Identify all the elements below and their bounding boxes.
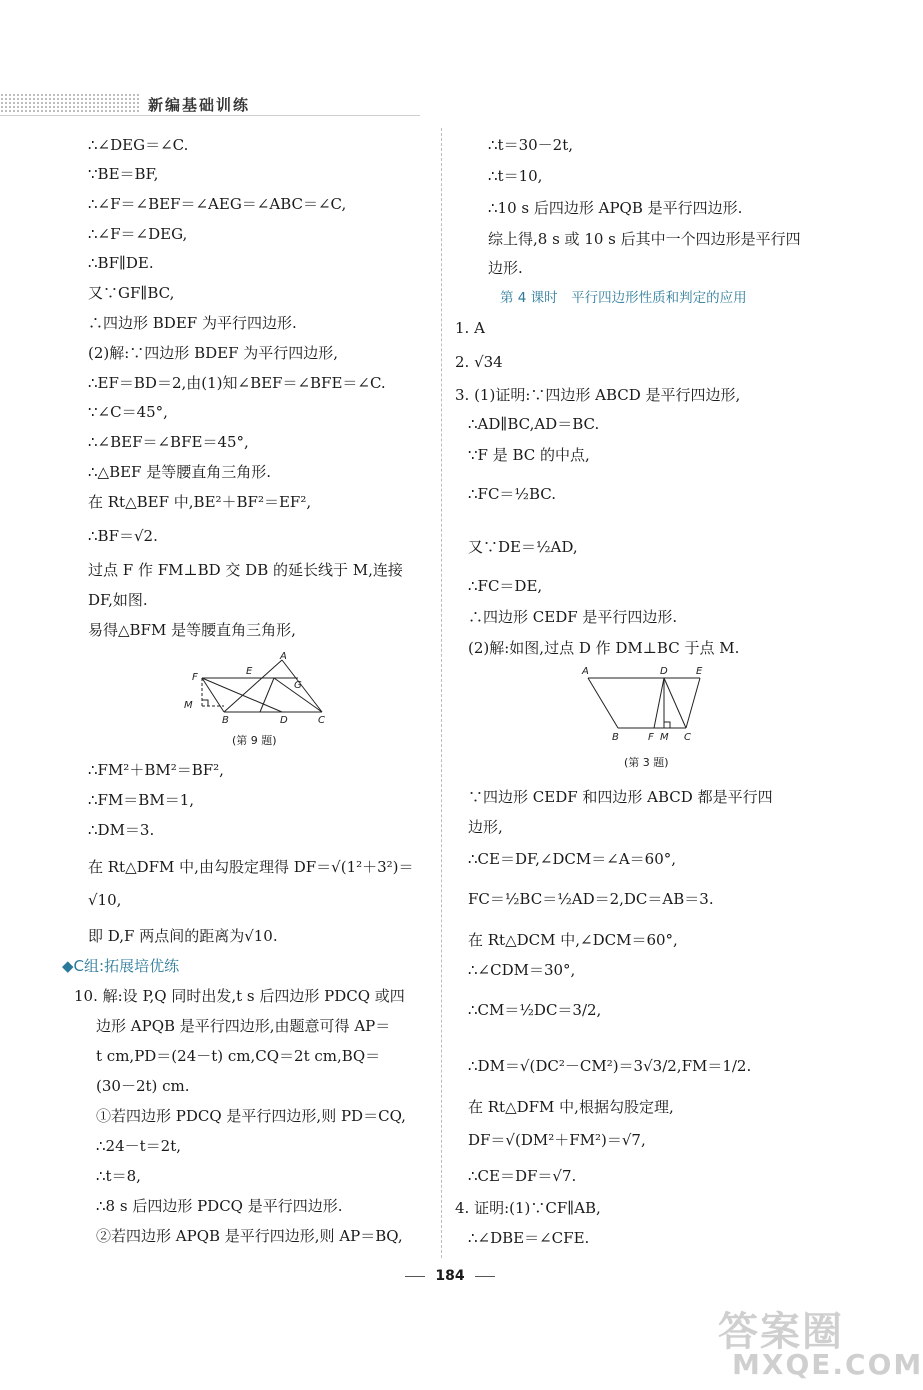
text-line: ∵四边形 CEDF 和四边形 ABCD 都是平行四 <box>468 788 773 806</box>
text-line: 在 Rt△DFM 中,由勾股定理得 DF＝√(1²＋3²)＝ <box>88 858 414 876</box>
text-line: DF＝√(DM²＋FM²)＝√7, <box>468 1131 646 1149</box>
text-line: ∴CE＝DF＝√7. <box>468 1167 577 1185</box>
text-line: ∴t＝30－2t, <box>488 136 573 154</box>
watermark-line2: MXQE.COM <box>732 1348 923 1381</box>
text-line: t cm,PD＝(24－t) cm,CQ＝2t cm,BQ＝ <box>96 1047 381 1065</box>
text-line: ∴24－t＝2t, <box>96 1137 181 1155</box>
figure-3-diagram <box>578 664 708 744</box>
text-line: 又∵DE＝½AD, <box>468 538 578 556</box>
text-line: 综上得,8 s 或 10 s 后其中一个四边形是平行四 <box>488 230 801 248</box>
text-line: 过点 F 作 FM⊥BD 交 DB 的延长线于 M,连接 <box>88 561 403 579</box>
text-line: ∴CM＝½DC＝3/2, <box>468 1001 602 1019</box>
book-title: 新编基础训练 <box>148 96 251 114</box>
text-line: ∴∠F＝∠DEG, <box>88 225 188 243</box>
text-line: 3. (1)证明:∵四边形 ABCD 是平行四边形, <box>455 386 741 404</box>
text-line: ∴t＝8, <box>96 1167 141 1185</box>
watermark-logo <box>698 1300 923 1386</box>
text-line: ∵∠C＝45°, <box>88 403 168 421</box>
fig9-label: F <box>192 672 198 683</box>
text-line: DF,如图. <box>88 591 148 609</box>
text-line: 易得△BFM 是等腰直角三角形, <box>88 621 296 639</box>
text-line: ∴四边形 BDEF 为平行四边形. <box>88 314 297 332</box>
text-line: 边形 APQB 是平行四边形,由题意可得 AP＝ <box>96 1017 391 1035</box>
fig9-label: B <box>222 715 229 726</box>
text-line: ∴△BEF 是等腰直角三角形. <box>88 463 271 481</box>
text-line: 2. √34 <box>455 353 503 371</box>
text-line: FC＝½BC＝½AD＝2,DC＝AB＝3. <box>468 890 714 908</box>
header-rule <box>0 115 420 116</box>
page-number: 184 <box>0 1268 900 1284</box>
column-divider <box>441 128 442 1258</box>
text-line: ∴FC＝DE, <box>468 577 543 595</box>
text-line: ∴∠DBE＝∠CFE. <box>468 1229 590 1247</box>
text-line: 4. 证明:(1)∵CF∥AB, <box>455 1199 601 1217</box>
text-line: ∴DM＝√(DC²－CM²)＝3√3/2,FM＝1/2. <box>468 1057 752 1075</box>
text-line: √10, <box>88 891 122 909</box>
text-line: ∵F 是 BC 的中点, <box>468 446 590 464</box>
fig3-label: F <box>648 732 654 743</box>
text-line: 即 D,F 两点间的距离为√10. <box>88 927 278 945</box>
text-line: ①若四边形 PDCQ 是平行四边形,则 PD＝CQ, <box>96 1107 406 1125</box>
fig3-label: B <box>612 732 619 743</box>
text-line: ∴CE＝DF,∠DCM＝∠A＝60°, <box>468 850 677 868</box>
text-line: ∴DM＝3. <box>88 821 155 839</box>
fig3-label: M <box>660 732 669 743</box>
fig3-label: D <box>660 666 668 677</box>
text-line: (2)解:∵四边形 BDEF 为平行四边形, <box>88 344 339 362</box>
text-line: ∴四边形 CEDF 是平行四边形. <box>468 608 678 626</box>
text-line: ∴10 s 后四边形 APQB 是平行四边形. <box>488 199 743 217</box>
text-line: 在 Rt△DFM 中,根据勾股定理, <box>468 1098 674 1116</box>
text-line: (2)解:如图,过点 D 作 DM⊥BC 于点 M. <box>468 639 740 657</box>
text-line: ∴∠F＝∠BEF＝∠AEG＝∠ABC＝∠C, <box>88 195 347 213</box>
fig9-label: D <box>280 715 288 726</box>
text-line: ∵BE＝BF, <box>88 165 159 183</box>
text-line: 1. A <box>455 319 485 337</box>
text-line: ∴EF＝BD＝2,由(1)知∠BEF＝∠BFE＝∠C. <box>88 374 386 392</box>
text-line: 又∵GF∥BC, <box>88 284 175 302</box>
text-line: ∴t＝10, <box>488 167 543 185</box>
text-line: 边形, <box>468 818 503 836</box>
text-line: 10. 解:设 P,Q 同时出发,t s 后四边形 PDCQ 或四 <box>74 987 405 1005</box>
fig3-label: A <box>582 666 589 677</box>
section-heading: ◆C组:拓展培优练 <box>62 957 180 975</box>
figure-9-caption: (第 9 题) <box>232 734 277 747</box>
text-line: ∴FM＝BM＝1, <box>88 791 195 809</box>
text-line: ∴∠BEF＝∠BFE＝45°, <box>88 433 249 451</box>
fig3-label: E <box>696 666 703 677</box>
text-line: ∴BF＝√2. <box>88 527 158 545</box>
text-line: ∴BF∥DE. <box>88 254 154 272</box>
text-line: ∴∠CDM＝30°, <box>468 961 576 979</box>
text-line: 在 Rt△BEF 中,BE²＋BF²＝EF², <box>88 493 312 511</box>
text-line: ∴FC＝½BC. <box>468 485 556 503</box>
fig3-label: C <box>684 732 691 743</box>
lesson-heading: 第 4 课时 平行四边形性质和判定的应用 <box>500 290 747 306</box>
text-line: ②若四边形 APQB 是平行四边形,则 AP＝BQ, <box>96 1227 403 1245</box>
text-line: ∴8 s 后四边形 PDCQ 是平行四边形. <box>96 1197 343 1215</box>
text-line: ∴FM²＋BM²＝BF², <box>88 761 224 779</box>
watermark-line1: 答案圈 <box>718 1309 844 1355</box>
fig9-label: G <box>294 680 302 691</box>
text-line: 边形. <box>488 259 523 277</box>
fig9-label: A <box>280 651 287 662</box>
figure-9-diagram <box>180 648 340 724</box>
text-line: 在 Rt△DCM 中,∠DCM＝60°, <box>468 931 678 949</box>
fig9-label: M <box>184 700 193 711</box>
fig9-label: E <box>246 666 253 677</box>
figure-3-caption: (第 3 题) <box>624 756 669 769</box>
text-line: (30－2t) cm. <box>96 1077 190 1095</box>
fig9-label: C <box>318 715 325 726</box>
header-dot-pattern <box>0 93 140 113</box>
text-line: ∴AD∥BC,AD＝BC. <box>468 415 600 433</box>
text-line: ∴∠DEG＝∠C. <box>88 136 189 154</box>
